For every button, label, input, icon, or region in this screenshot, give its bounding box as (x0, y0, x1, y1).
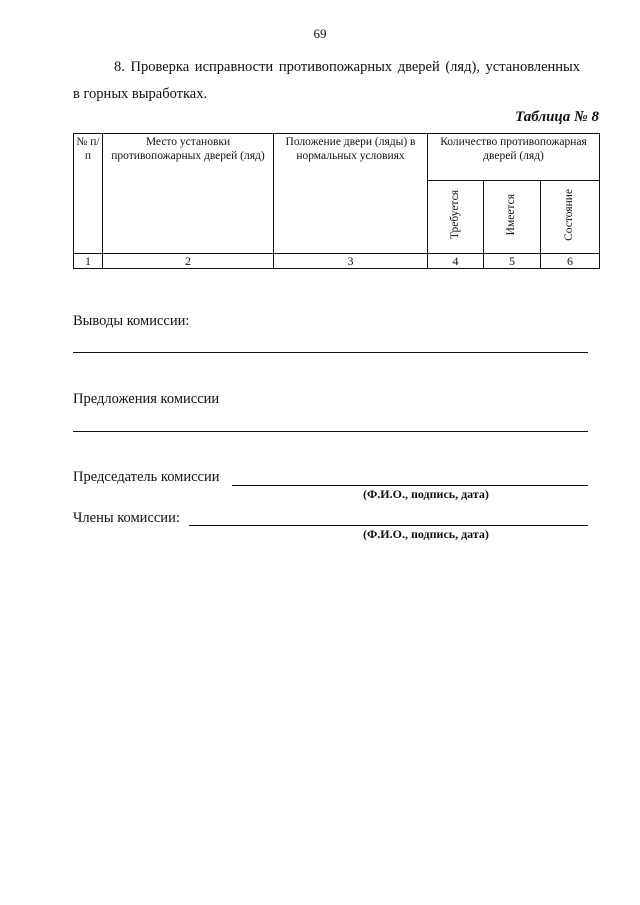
index-cell: 2 (103, 254, 274, 269)
table-index-row (74, 254, 600, 269)
index-cell: 3 (274, 254, 428, 269)
page-number: 69 (313, 26, 327, 41)
section-heading-line1: 8. Проверка исправности противопожарных дверей (ляд), установленных (114, 59, 581, 75)
header-place: Место установки противопожарных дверей (ляд) (103, 134, 274, 254)
index-cell: 5 (484, 254, 541, 269)
header-condition: Состояние (541, 181, 600, 254)
section-heading-line2: в горных выработках. (73, 86, 208, 102)
table-caption: Таблица № 8 (515, 109, 599, 125)
proposals-line[interactable] (73, 431, 588, 432)
proposals-label: Предложения комиссии (73, 391, 220, 407)
conclusions-line[interactable] (73, 352, 588, 353)
chairman-label: Председатель комиссии (73, 469, 220, 485)
header-required: Требуется (428, 181, 484, 254)
header-available: Имеется (484, 181, 541, 254)
members-label: Члены комиссии: (73, 510, 180, 526)
chairman-hint: (Ф.И.О., подпись, дата) (363, 487, 489, 501)
chairman-signature-line[interactable] (232, 485, 588, 486)
members-signature-line[interactable] (189, 525, 588, 526)
index-cell: 4 (428, 254, 484, 269)
index-cell: 1 (74, 254, 103, 269)
fire-door-check-table (73, 133, 600, 269)
header-position: Положение двери (ляды) в нормальных условиях (274, 134, 428, 254)
header-number: № п/п (74, 134, 103, 254)
header-quantity: Количество противопожарная дверей (ляд) (428, 134, 600, 181)
index-cell: 6 (541, 254, 600, 269)
members-hint: (Ф.И.О., подпись, дата) (363, 527, 489, 541)
conclusions-label: Выводы комиссии: (73, 313, 190, 329)
